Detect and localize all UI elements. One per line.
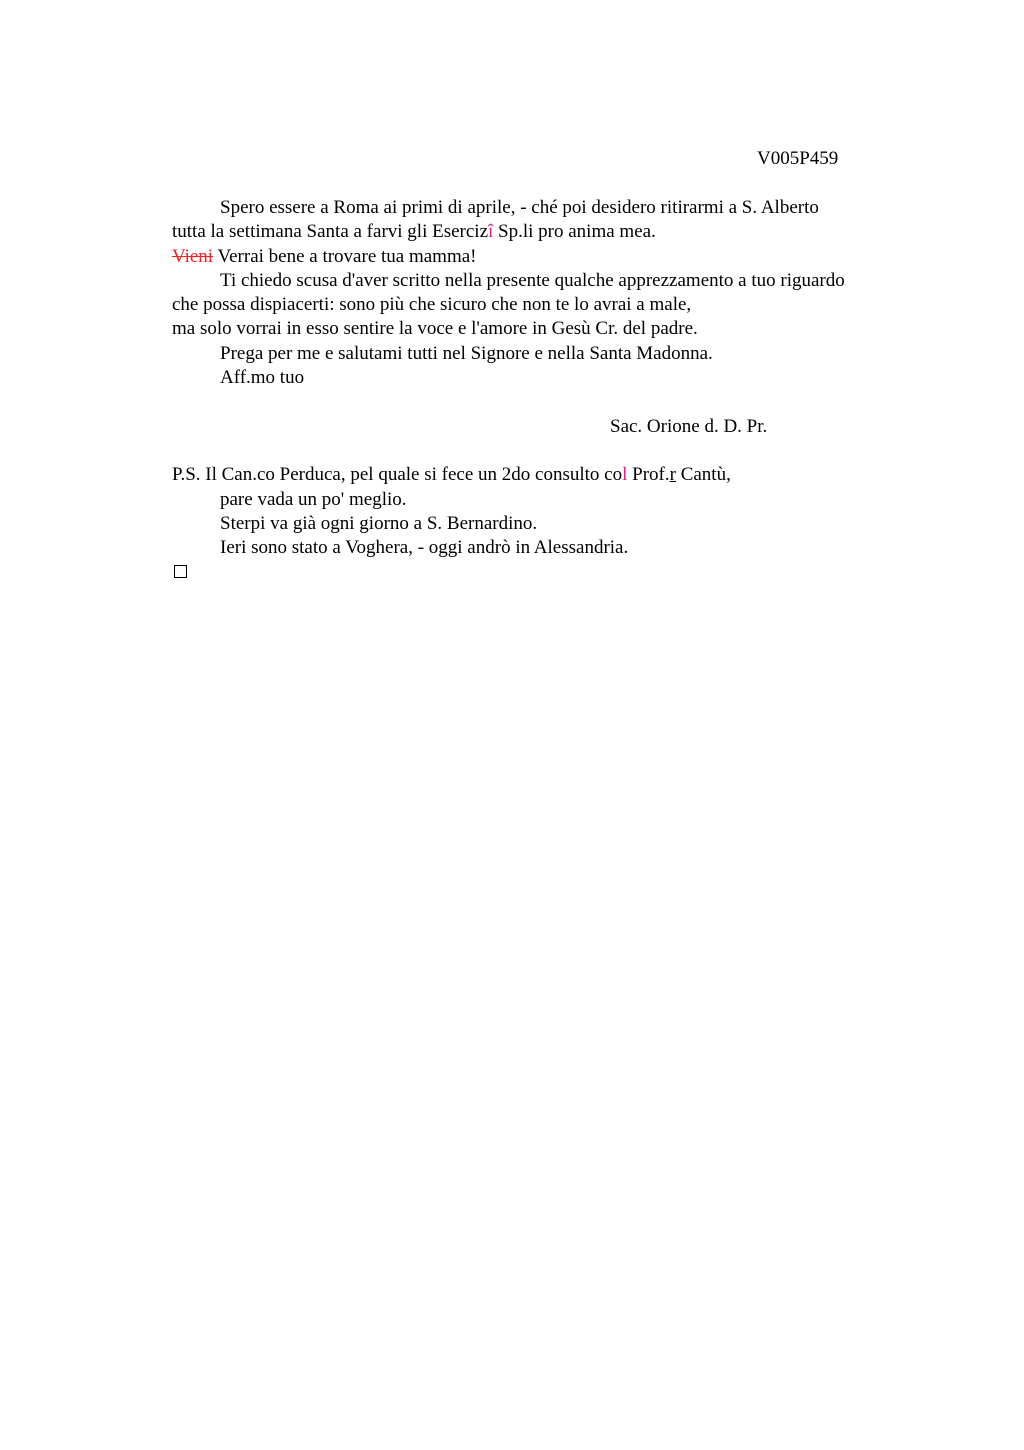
closing-line: Aff.mo tuo — [220, 367, 305, 389]
postscript-line: pare vada un po' meglio. — [220, 488, 407, 510]
inserted-mark: l — [622, 464, 628, 486]
empty-box-icon — [174, 565, 187, 578]
underlined-letter: r — [669, 464, 676, 486]
paragraph-line — [172, 220, 932, 244]
postscript-line — [172, 463, 932, 487]
text-segment: Verrai bene a trovare tua mamma! — [213, 245, 477, 267]
letter-body — [172, 196, 932, 585]
spacer — [172, 390, 932, 414]
document-reference-code: V005P459 — [757, 148, 839, 169]
paragraph-line: che possa dispiacerti: sono più che sicuro che non te lo avrai a male, — [172, 294, 692, 316]
struck-through-word: Vieni — [172, 245, 214, 267]
text-segment: P.S. Il Can.co Perduca, pel quale si fece un 2do consulto co — [172, 464, 623, 486]
spacer — [172, 439, 932, 463]
paragraph-line: Spero essere a Roma ai primi di aprile, - ché poi desidero ritirarmi a S. Alberto — [220, 197, 819, 218]
paragraph-line: Prega per me e salutami tutti nel Signore e nella Santa Madonna. — [220, 342, 713, 364]
text-segment: Prof. — [627, 464, 670, 486]
signature: Sac. Orione d. D. Pr. — [610, 415, 768, 437]
text-segment: tutta la settimana Santa a farvi gli Eserciz — [172, 221, 489, 243]
text-segment: Sp.li pro anima mea. — [493, 221, 656, 243]
paragraph-line: ma solo vorrai in esso sentire la voce e l'amore in Gesù Cr. del padre. — [172, 318, 698, 340]
end-marker-row — [172, 560, 932, 584]
paragraph-line — [172, 245, 932, 269]
text-segment: Cantù, — [675, 464, 731, 486]
paragraph-line: Ti chiedo scusa d'aver scritto nella presente qualche apprezzamento a tuo riguardo — [220, 269, 845, 291]
postscript-line: Ieri sono stato a Voghera, - oggi andrò in Alessandria. — [220, 537, 629, 559]
postscript-line: Sterpi va già ogni giorno a S. Bernardino. — [220, 512, 538, 534]
inserted-mark: î — [488, 221, 494, 243]
